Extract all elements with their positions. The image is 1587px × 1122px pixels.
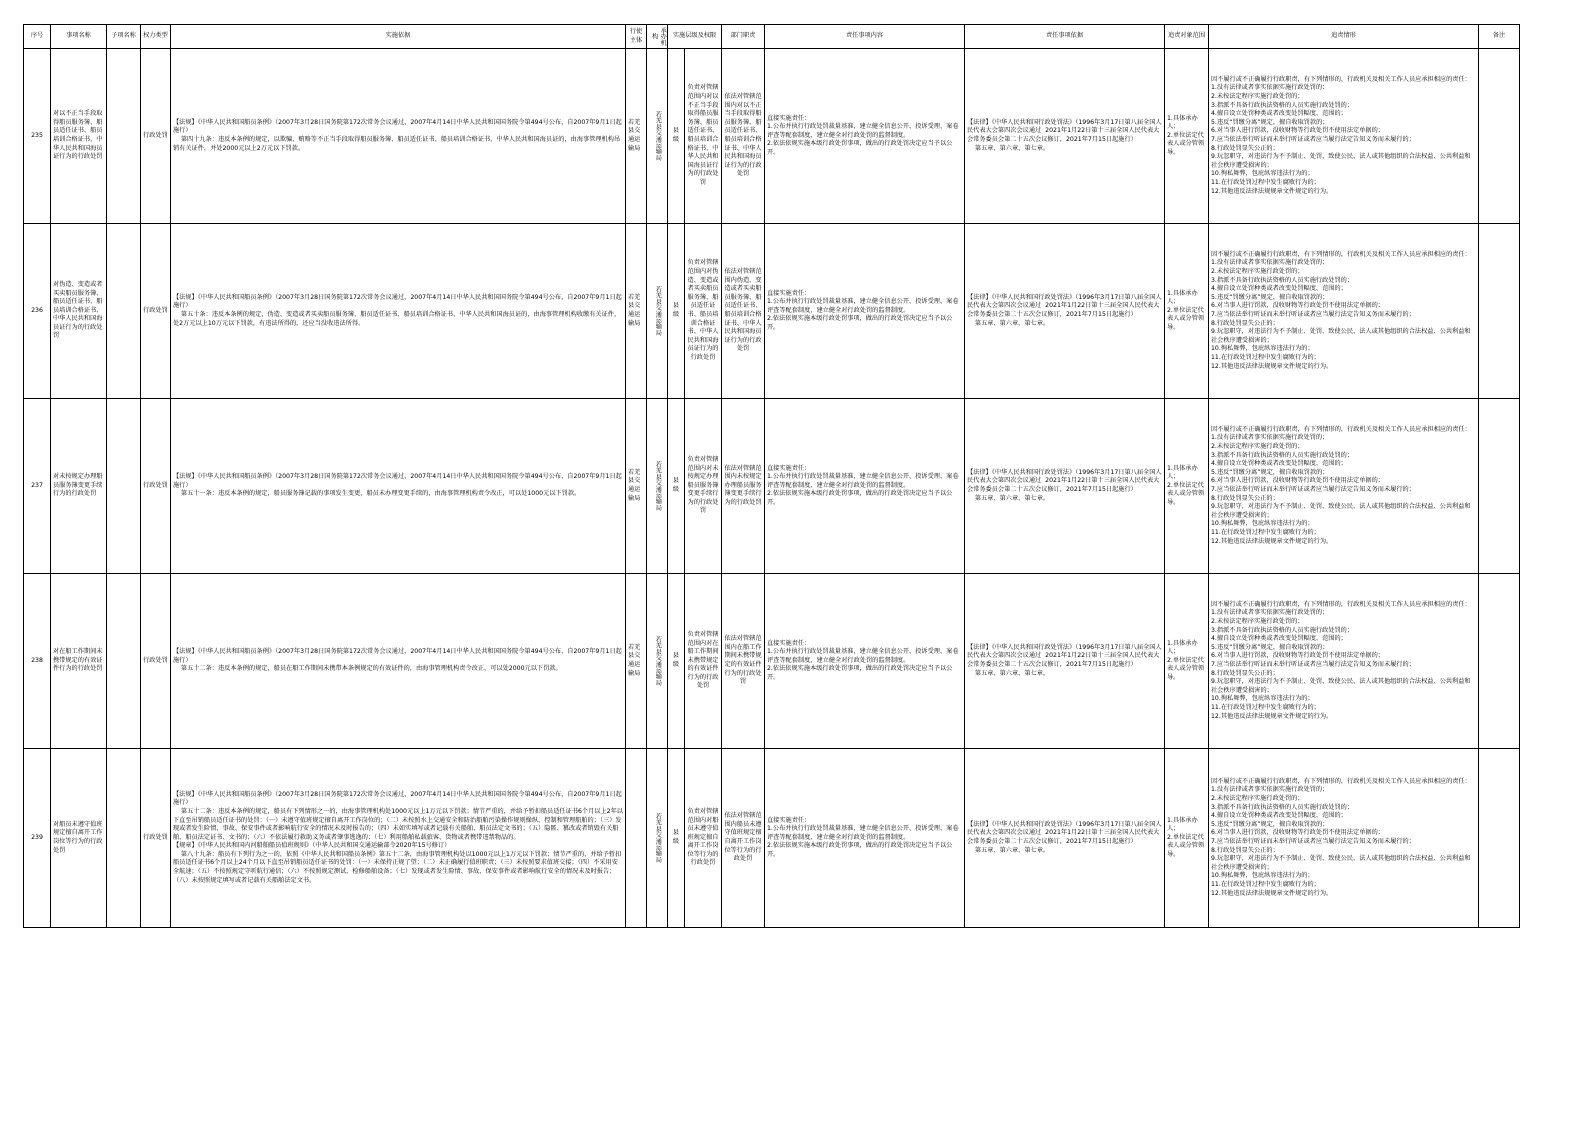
cell-sub	[107, 49, 141, 224]
cell-basis: 【法规】《中华人民共和国船员条例》（2007年3月28日国务院第172次常务会议通过，2007年4月14日中华人民共和国国务院令第494号公布，自2007年9月1日起施行） 第五十条：违反本条例的规定，伪造、变造或者买卖船员服务簿、船员适任证书、船员培训合格证书、中华人民共和国海员证的，由海事管理机构收缴有关证件，处2万元以上10万元以下罚款，有违法所得的，还应当没收违法所得。	[171, 224, 626, 399]
header-no: 序号	[24, 25, 51, 49]
header-row	[24, 25, 1520, 49]
cell-org: 若羌县交通运输局	[647, 399, 668, 574]
cell-type: 行政处罚	[141, 399, 171, 574]
cell-scope: 1.具体承办人； 2.单位法定代表人或分管领导。	[1165, 49, 1209, 224]
cell-duty: 依法对管辖范围内船员未遵守值班规定擅自离开工作岗位等行为的行政处罚	[722, 749, 765, 928]
cell-basis: 【法规】《中华人民共和国船员条例》（2007年3月28日国务院第172次常务会议通过，2007年4月14日中华人民共和国国务院令第494号公布，自2007年9月1日起施行） 第五十二条：违反本条例的规定，船员在船工作期间未携带本条例规定的有效证件的，由海事管理机构责令改正，可以处2000元以下罚款。	[171, 574, 626, 749]
cell-level: 县级	[668, 749, 685, 928]
cell-law: 【法律】《中华人民共和国行政处罚法》（1996年3月17日第八届全国人民代表大会第四次会议通过 2021年1月22日第十三届全国人民代表大会常务委员会第二十五次会议修订，2021年7月15日起施行） 第五章、第六章、第七章。	[965, 224, 1165, 399]
cell-law: 【法律】《中华人民共和国行政处罚法》（1996年3月17日第八届全国人民代表大会第四次会议通过 2021年1月22日第十三届全国人民代表大会常务委员会第二十五次会议修订，2021年7月15日起施行） 第五章、第六章、第七章。	[965, 574, 1165, 749]
cell-note	[1479, 399, 1520, 574]
cell-basis: 【法规】《中华人民共和国船员条例》（2007年3月28日国务院第172次常务会议通过，2007年4月14日中华人民共和国国务院令第494号公布，自2007年9月1日起施行） 第五十一条：违反本条例的规定，船员服务簿记载的事项发生变更，船员未办理变更手续的，由海事管理机构责令改正，可以处1000元以下罚款。	[171, 399, 626, 574]
cell-org: 若羌县交通运输局	[647, 224, 668, 399]
header-duty: 部门职责	[722, 25, 765, 49]
cell-content: 直接实施责任： 1.公布并执行行政处罚裁量基准，建立健全信息公开、投诉受理、案卷评查等配套制度，建立健全对行政处罚的监督制度。 2.依法依规实施本级行政处罚事项，做出的行政处罚决定应当予以公开。	[765, 49, 965, 224]
cell-name: 对未按规定办理船员服务簿变更手续行为的行政处罚	[51, 399, 107, 574]
header-name: 事项名称	[51, 25, 107, 49]
cell-no: 235	[24, 49, 51, 224]
cell-subject: 若羌县交通运输局	[626, 49, 647, 224]
cell-no: 239	[24, 749, 51, 928]
cell-scope: 1.具体承办人； 2.单位法定代表人或分管领导。	[1165, 749, 1209, 928]
cell-sub	[107, 224, 141, 399]
cell-accountability: 因不履行或不正确履行行政职责，有下列情形的，行政机关及相关工作人员应承担相应的责任： 1.没有法律或者事实依据实施行政处罚的； 2.未按法定程序实施行政处罚的； 3.指派不具备行政执法资格的人员实施行政处罚的； 4.擅自设立处罚种类或者改变处罚幅度、范围的； 5.违反“罚缴分离”规定，擅自收取罚款的； 6.对当事人进行罚款，没收财物等行政处罚不使用法定单据的； 7.应当依法举行听证而未举行听证或者应当履行法定告知义务而未履行的； 8.行政处罚显失公正的； 9.玩忽职守，对违法行为不予制止、处罚，致使公民、法人或其他组织的合法权益、公共利益和社会秩序遭受损害的； 10.徇私舞弊，包庇纵容违法行为的； 11.在行政处罚过程中发生腐败行为的； 12.其他违反法律法规规章文件规定的行为。	[1209, 224, 1479, 399]
cell-org: 若羌县交通运输局	[647, 749, 668, 928]
cell-scope: 1.具体承办人； 2.单位法定代表人或分管领导。	[1165, 574, 1209, 749]
document-sheet	[23, 24, 1519, 928]
header-note: 备注	[1479, 25, 1520, 49]
cell-content: 直接实施责任： 1.公布并执行行政处罚裁量基准，建立健全信息公开、投诉受理、案卷评查等配套制度，建立健全对行政处罚的监督制度。 2.依法依规实施本级行政处罚事项，做出的行政处罚决定应当予以公开。	[765, 749, 965, 928]
cell-content: 直接实施责任： 1.公布并执行行政处罚裁量基准，建立健全信息公开、投诉受理、案卷评查等配套制度，建立健全对行政处罚的监督制度。 2.依法依规实施本级行政处罚事项，做出的行政处罚决定应当予以公开。	[765, 224, 965, 399]
cell-law: 【法律】《中华人民共和国行政处罚法》（1996年3月17日第八届全国人民代表大会第四次会议通过 2021年1月22日第十三届全国人民代表大会常务委员会第二十五次会议修订，2021年7月15日起施行） 第五章、第六章、第七章。	[965, 749, 1165, 928]
cell-accountability: 因不履行或不正确履行行政职责，有下列情形的，行政机关及相关工作人员应承担相应的责任： 1.没有法律或者事实依据实施行政处罚的； 2.未按法定程序实施行政处罚的； 3.指派不具备行政执法资格的人员实施行政处罚的； 4.擅自设立处罚种类或者改变处罚幅度、范围的； 5.违反“罚缴分离”规定，擅自收取罚款的； 6.对当事人进行罚款，没收财物等行政处罚不使用法定单据的； 7.应当依法举行听证而未举行听证或者应当履行法定告知义务而未履行的； 8.行政处罚显失公正的； 9.玩忽职守，对违法行为不予制止、处罚，致使公民、法人或其他组织的合法权益、公共利益和社会秩序遭受损害的； 10.徇私舞弊，包庇纵容违法行为的； 11.在行政处罚过程中发生腐败行为的； 12.其他违反法律法规规章文件规定的行为。	[1209, 574, 1479, 749]
cell-type: 行政处罚	[141, 224, 171, 399]
header-accountability: 追责情形	[1209, 25, 1479, 49]
cell-level: 县级	[668, 399, 685, 574]
header-content: 责任事项内容	[765, 25, 965, 49]
cell-duty: 依法对管辖范围内伪造、变造或者买卖船员服务簿、船员适任证书、船员培训合格证书、中华人民共和国海员证行为的行政处罚	[722, 224, 765, 399]
cell-type: 行政处罚	[141, 574, 171, 749]
cell-name: 对在船工作期间未携带规定的有效证件行为的行政处罚	[51, 574, 107, 749]
cell-org: 若羌县交通运输局	[647, 49, 668, 224]
header-scope: 追责对象范围	[1165, 25, 1209, 49]
cell-sub	[107, 399, 141, 574]
cell-subject: 若羌县交通运输局	[626, 224, 647, 399]
cell-org: 若羌县交通运输局	[647, 574, 668, 749]
cell-content: 直接实施责任： 1.公布并执行行政处罚裁量基准，建立健全信息公开、投诉受理、案卷评查等配套制度，建立健全对行政处罚的监督制度。 2.依法依规实施本级行政处罚事项，做出的行政处罚决定应当予以公开。	[765, 574, 965, 749]
cell-name: 对以不正当手段取得船员服务簿、船员适任证书、船员培训合格证书、中华人民共和国海员证行为的行政处罚	[51, 49, 107, 224]
responsibility-table	[23, 24, 1520, 928]
header-sub: 子项名称	[107, 25, 141, 49]
cell-note	[1479, 574, 1520, 749]
cell-accountability: 因不履行或不正确履行行政职责，有下列情形的，行政机关及相关工作人员应承担相应的责任： 1.没有法律或者事实依据实施行政处罚的； 2.未按法定程序实施行政处罚的； 3.指派不具备行政执法资格的人员实施行政处罚的； 4.擅自设立处罚种类或者改变处罚幅度、范围的； 5.违反“罚缴分离”规定，擅自收取罚款的； 6.对当事人进行罚款，没收财物等行政处罚不使用法定单据的； 7.应当依法举行听证而未举行听证或者应当履行法定告知义务而未履行的； 8.行政处罚显失公正的； 9.玩忽职守，对违法行为不予制止、处罚，致使公民、法人或其他组织的合法权益、公共利益和社会秩序遭受损害的； 10.徇私舞弊，包庇纵容违法行为的； 11.在行政处罚过程中发生腐败行为的； 12.其他违反法律法规规章文件规定的行为。	[1209, 49, 1479, 224]
cell-authority: 负责对管辖范围内对伪造、变造或者买卖船员服务簿、船员适任证书、船员培训合格证书、中华人民共和国海员证行为的行政处罚	[685, 224, 722, 399]
cell-note	[1479, 224, 1520, 399]
cell-basis: 【法规】《中华人民共和国船员条例》（2007年3月28日国务院第172次常务会议通过，2007年4月14日中华人民共和国国务院令第494号公布，自2007年9月1日起施行） 第五十二条：违反本条例的规定，船员有下列情形之一的，由海事管理机构处1000元以上1万元以下罚款；情节严重的，并给予暂扣船员适任证书6个月以上2年以下直至吊销船员适任证书的处罚：（一）未遵守值班规定擅自离开工作岗位的；（二）未按照水上交通安全和防治船舶污染操作规则操纵、控制和管理船舶的；（三）发现或者发生险情、事故、保安事件或者影响航行安全的情况未及时报告的；（四）未如实填写或者记载有关船舶、船员法定文书的；（五）隐匿、篡改或者销毁有关船舶、船员法定证书、文书的；（六）不依法履行救助义务或者肇事逃逸的；（七）利用船舶私载旅客、货物或者携带违禁物品的。 【规章】《中华人民共和国内河船舶船员值班规则》（中华人民共和国交通运输部令2020年15号修订） 第八十九条：船员有下列行为之一的，依照《中华人民共和国船员条例》第五十二条，由海事管理机构处以1000元以上1万元以下罚款；情节严重的，并给予暂扣船员适任证书6个月以上24个月以下直至吊销船员适任证书的处罚：（一）未保持正规了望；（二）未正确履行值班职责；（三）未按照要求值班交接；（四）不采用安全航速；（五）不按照规定守听航行通信；（六）不按照规定测试、检修船舶设备；（七）发现或者发生险情、事故、保安事件或者影响航行安全的情况未及时报告；（八）未按照规定填写或者记载有关船舶法定文书。	[171, 749, 626, 928]
table-row	[24, 224, 1520, 399]
cell-accountability: 因不履行或不正确履行行政职责，有下列情形的，行政机关及相关工作人员应承担相应的责任： 1.没有法律或者事实依据实施行政处罚的； 2.未按法定程序实施行政处罚的； 3.指派不具备行政执法资格的人员实施行政处罚的； 4.擅自设立处罚种类或者改变处罚幅度、范围的； 5.违反“罚缴分离”规定，擅自收取罚款的； 6.对当事人进行罚款，没收财物等行政处罚不使用法定单据的； 7.应当依法举行听证而未举行听证或者应当履行法定告知义务而未履行的； 8.行政处罚显失公正的； 9.玩忽职守，对违法行为不予制止、处罚，致使公民、法人或其他组织的合法权益、公共利益和社会秩序遭受损害的； 10.徇私舞弊，包庇纵容违法行为的； 11.在行政处罚过程中发生腐败行为的； 12.其他违反法律法规规章文件规定的行为。	[1209, 749, 1479, 928]
cell-type: 行政处罚	[141, 49, 171, 224]
cell-level: 县级	[668, 49, 685, 224]
cell-sub	[107, 749, 141, 928]
cell-duty: 依法对管辖范围内对以不正当手段取得船员服务簿、船员适任证书、船员培训合格证书、中华人民共和国海员证行为的行政处罚	[722, 49, 765, 224]
table-row	[24, 749, 1520, 928]
cell-authority: 负责对管辖范围内对在船工作期间未携带规定的有效证件行为的行政处罚	[685, 574, 722, 749]
table-row	[24, 49, 1520, 224]
cell-accountability: 因不履行或不正确履行行政职责，有下列情形的，行政机关及相关工作人员应承担相应的责任： 1.没有法律或者事实依据实施行政处罚的； 2.未按法定程序实施行政处罚的； 3.指派不具备行政执法资格的人员实施行政处罚的； 4.擅自设立处罚种类或者改变处罚幅度、范围的； 5.违反“罚缴分离”规定，擅自收取罚款的； 6.对当事人进行罚款，没收财物等行政处罚不使用法定单据的； 7.应当依法举行听证而未举行听证或者应当履行法定告知义务而未履行的； 8.行政处罚显失公正的； 9.玩忽职守，对违法行为不予制止、处罚，致使公民、法人或其他组织的合法权益、公共利益和社会秩序遭受损害的； 10.徇私舞弊，包庇纵容违法行为的； 11.在行政处罚过程中发生腐败行为的； 12.其他违反法律法规规章文件规定的行为。	[1209, 399, 1479, 574]
cell-scope: 1.具体承办人； 2.单位法定代表人或分管领导。	[1165, 224, 1209, 399]
cell-duty: 依法对管辖范围内在船工作期间未携带规定的有效证件行为的行政处罚	[722, 574, 765, 749]
cell-name: 对船员未遵守值班规定擅自离开工作岗位等行为的行政处罚	[51, 749, 107, 928]
cell-subject: 若羌县交通运输局	[626, 399, 647, 574]
cell-basis: 【法规】《中华人民共和国船员条例》（2007年3月28日国务院第172次常务会议通过，2007年4月14日中华人民共和国国务院令第494号公布，自2007年9月1日起施行） 第四十九条：违反本条例的规定，以欺骗、贿赂等不正当手段取得船员服务簿、船员适任证书、船员培训合格证书、中华人民共和国海员证的，由海事管理机构吊销有关证件，并处2000元以上2万元以下罚款。	[171, 49, 626, 224]
table-row	[24, 574, 1520, 749]
cell-subject	[626, 749, 647, 928]
cell-law: 【法律】《中华人民共和国行政处罚法》（1996年3月17日第八届全国人民代表大会第四次会议通过 2021年1月22日第十三届全国人民代表大会常务委员会第二十五次会议修订，2021年7月15日起施行） 第五章、第六章、第七章。	[965, 399, 1165, 574]
table-row	[24, 399, 1520, 574]
cell-no: 236	[24, 224, 51, 399]
cell-authority: 负责对管辖范围内对未按规定办理船员服务簿变更手续行为的行政处罚	[685, 399, 722, 574]
cell-duty: 依法对管辖范围内未按规定办理船员服务簿变更手续行为的行政处罚	[722, 399, 765, 574]
cell-level: 县级	[668, 224, 685, 399]
cell-no: 238	[24, 574, 51, 749]
header-basis: 实施依据	[171, 25, 626, 49]
cell-sub	[107, 574, 141, 749]
cell-subject: 若羌县交通运输局	[626, 574, 647, 749]
cell-note	[1479, 749, 1520, 928]
header-level: 实施层级及权限	[668, 25, 722, 49]
cell-type: 行政处罚	[141, 749, 171, 928]
header-law: 责任事项依据	[965, 25, 1165, 49]
header-type: 权力类型	[141, 25, 171, 49]
header-subject: 行使主体	[626, 25, 647, 49]
cell-level: 县级	[668, 574, 685, 749]
cell-authority: 负责对管辖范围内对以不正当手段取得船员服务簿、船员适任证书、船员培训合格证书、中华人民共和国海员证行为的行政处罚	[685, 49, 722, 224]
cell-name: 对伪造、变造或者买卖船员服务簿、船员适任证书、船员培训合格证书、中华人民共和国海员证行为的行政处罚	[51, 224, 107, 399]
cell-no: 237	[24, 399, 51, 574]
cell-scope: 1.具体承办人； 2.单位法定代表人或分管领导。	[1165, 399, 1209, 574]
header-org: 承办机构	[647, 25, 668, 49]
cell-content: 直接实施责任： 1.公布并执行行政处罚裁量基准，建立健全信息公开、投诉受理、案卷评查等配套制度，建立健全对行政处罚的监督制度。 2.依法依规实施本级行政处罚事项，做出的行政处罚决定应当予以公开。	[765, 399, 965, 574]
cell-law: 【法律】《中华人民共和国行政处罚法》（1996年3月17日第八届全国人民代表大会第四次会议通过 2021年1月22日第十三届全国人民代表大会常务委员会第二十五次会议修订，2021年7月15日起施行） 第五章、第六章、第七章。	[965, 49, 1165, 224]
cell-note	[1479, 49, 1520, 224]
cell-authority: 负责对管辖范围内对船员未遵守值班规定擅自离开工作岗位等行为的行政处罚	[685, 749, 722, 928]
